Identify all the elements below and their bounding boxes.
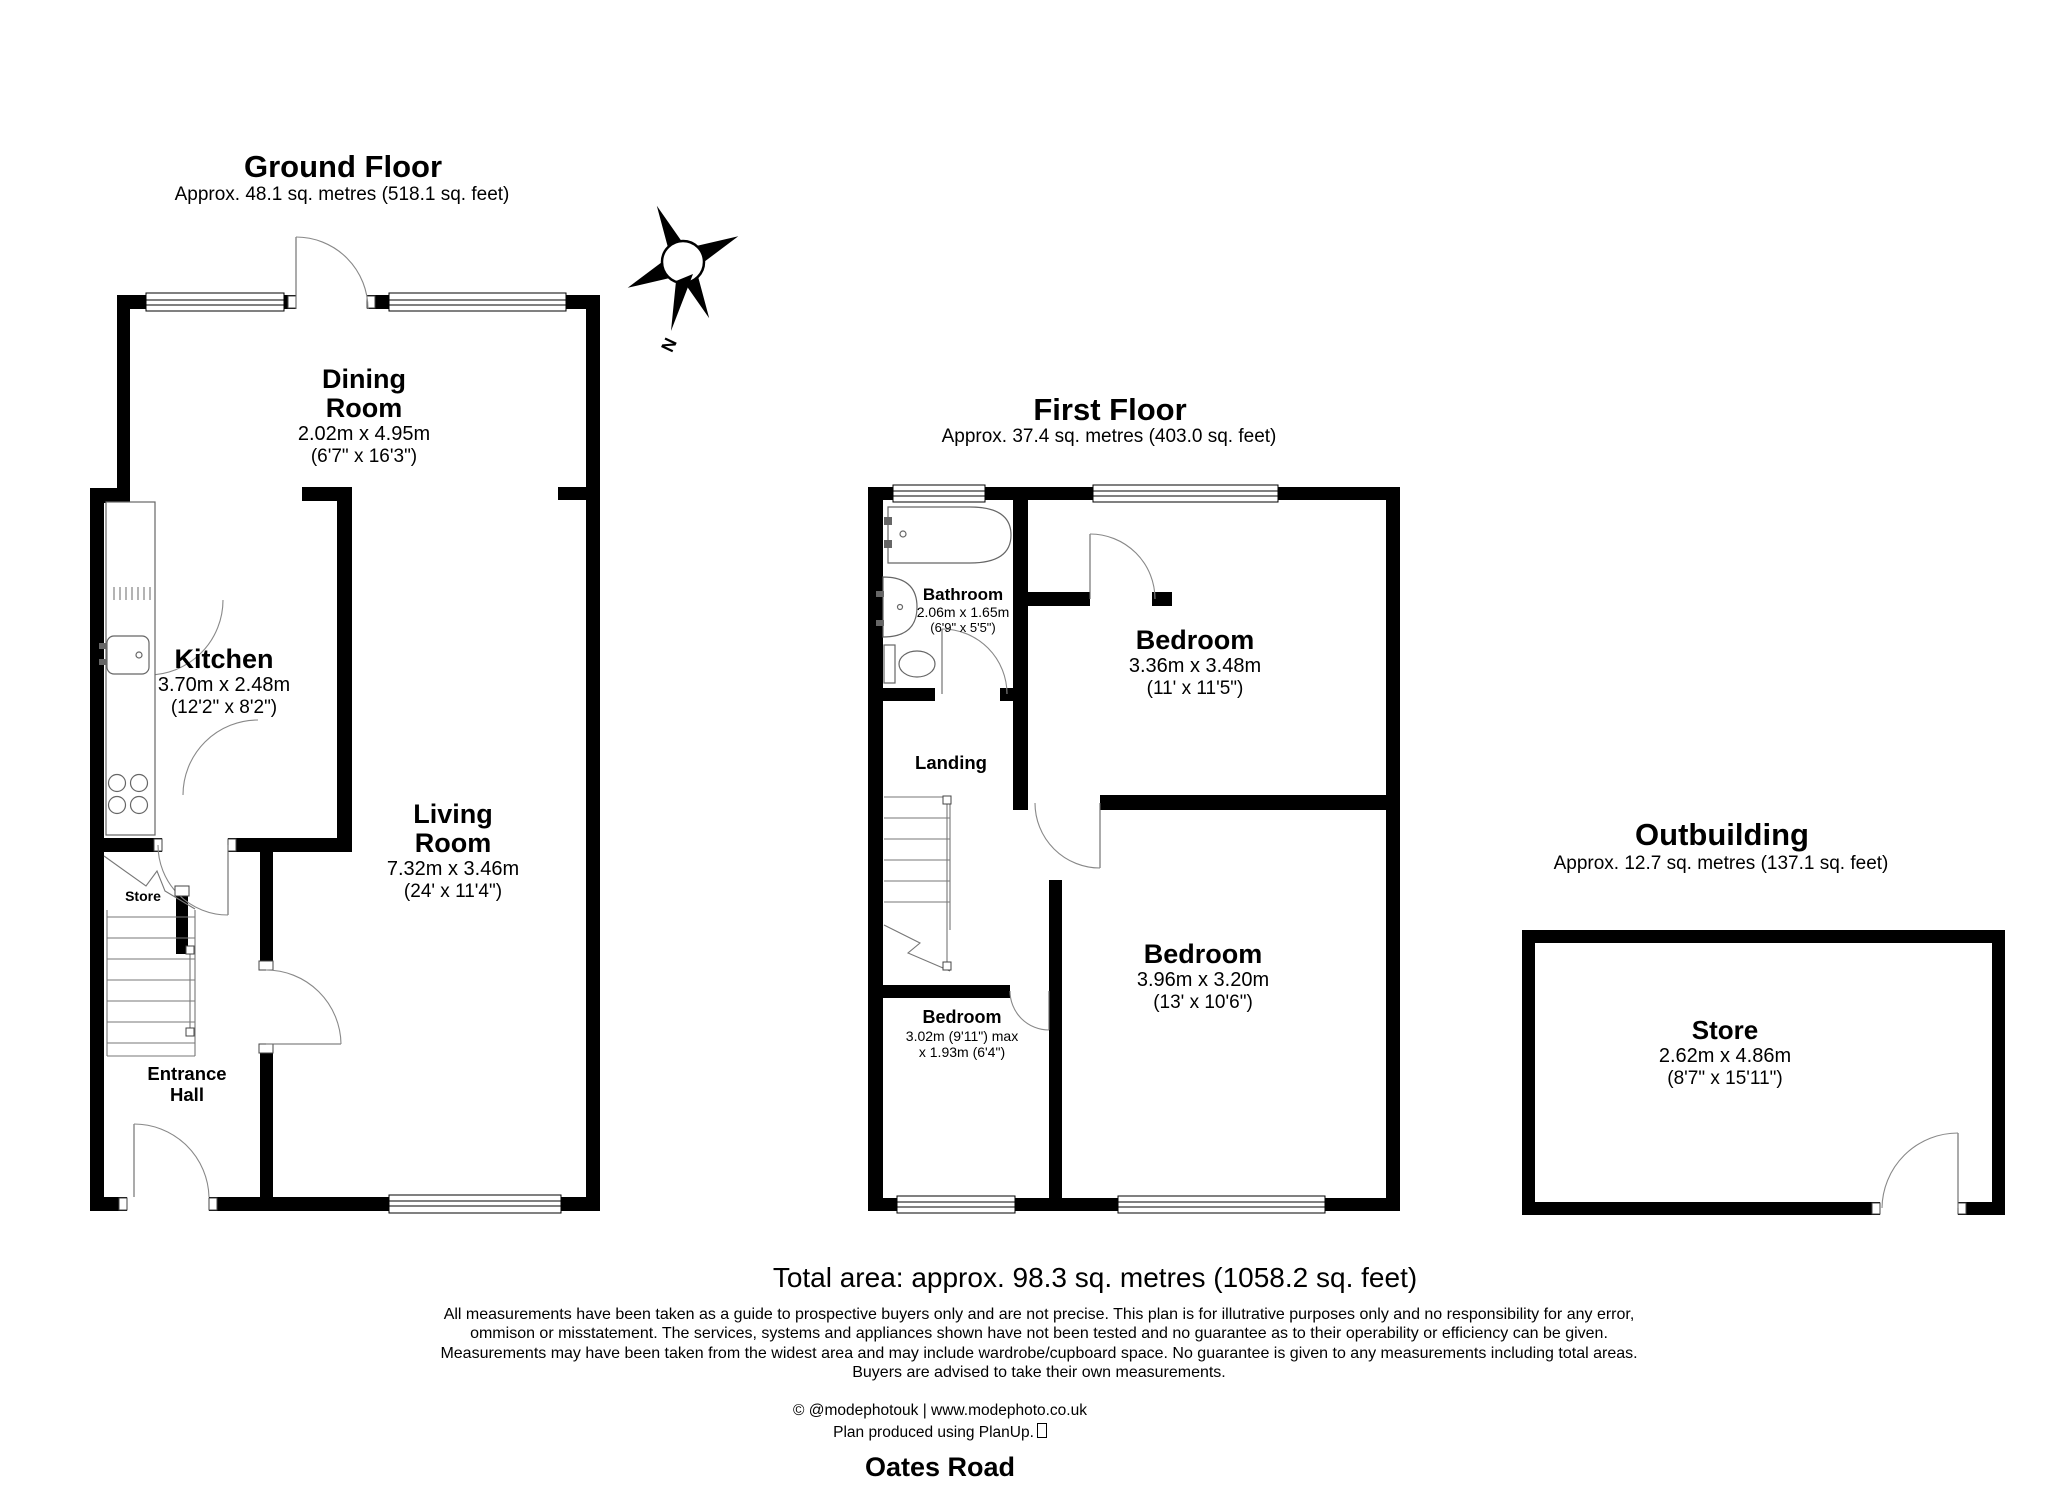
disclaimer-line: Measurements may have been taken from the widest area and may include wardrobe/cupboard space. No guarantee is given to any measurements including total areas.: [440, 1344, 1638, 1362]
room-name: Living: [413, 799, 493, 829]
ground-floor-subtitle: Approx. 48.1 sq. metres (518.1 sq. feet): [174, 184, 510, 205]
entrance-hall-label: [87, 1063, 287, 1105]
room-dimensions-metric: 7.32m x 3.46m: [386, 858, 520, 880]
room-dimensions-imperial: (8'7" x 15'11"): [1667, 1068, 1783, 1089]
room-name: Kitchen: [174, 644, 274, 674]
first-floor-title: First Floor: [1033, 392, 1187, 427]
room-name: Bathroom: [922, 585, 1004, 604]
outbuilding-subtitle: Approx. 12.7 sq. metres (137.1 sq. feet): [1553, 853, 1889, 874]
room-dimensions-imperial: (11' x 11'5"): [1146, 678, 1244, 699]
compass-icon: [602, 180, 765, 355]
bedroom2-label: [1053, 940, 1353, 1014]
room-name: Hall: [170, 1084, 204, 1105]
first-floor-stairs: [884, 796, 951, 971]
room-name: Room: [325, 393, 403, 423]
room-name: Bedroom: [1143, 939, 1263, 969]
room-dimensions-metric: 2.06m x 1.65m: [916, 604, 1010, 620]
room-dimensions-imperial: (6'7" x 16'3"): [310, 446, 418, 467]
room-dimensions-imperial: x 1.93m (6'4"): [918, 1044, 1006, 1060]
disclaimer-line: All measurements have been taken as a guide to prospective buyers only and are not precise. This plan is for illutrative purposes only and no responsibility for any error,: [443, 1306, 1635, 1323]
room-dimensions-metric: 2.62m x 4.86m: [1658, 1045, 1792, 1067]
first-floor-subtitle: Approx. 37.4 sq. metres (403.0 sq. feet): [941, 426, 1277, 447]
room-name: Bedroom: [1135, 625, 1255, 655]
credit-line: © @modephotouk | www.modephoto.co.uk: [793, 1402, 1087, 1419]
store-label-outbuilding: [1575, 1015, 1875, 1090]
outbuilding-title: Outbuilding: [1635, 817, 1809, 852]
room-dimensions-metric: 3.36m x 3.48m: [1128, 655, 1262, 677]
room-dimensions-imperial: (24' x 11'4"): [403, 881, 503, 902]
room-dimensions-metric: 2.02m x 4.95m: [297, 423, 431, 445]
address-title: Oates Road: [864, 1452, 1016, 1482]
store-label-ground: Store: [125, 888, 161, 904]
disclaimer-text: [339, 1305, 1739, 1382]
room-dimensions-metric: 3.96m x 3.20m: [1136, 969, 1270, 991]
bedroom1-label: [1045, 626, 1345, 700]
toilet-icon: [884, 645, 935, 683]
living-room-label: [328, 800, 578, 903]
room-name: Dining: [322, 364, 406, 394]
bedroom3-label: [862, 1007, 1062, 1060]
bathroom-label: [863, 585, 1063, 635]
disclaimer-line: ommison or misstatement. The services, systems and appliances shown have not been tested and no guarantee as to their operability or efficiency can be given.: [470, 1325, 1608, 1343]
room-name: Store: [1691, 1015, 1759, 1045]
landing-label: Landing: [915, 752, 987, 773]
kitchen-label: [99, 645, 349, 719]
produced-text: Plan produced using PlanUp.: [833, 1424, 1034, 1441]
ground-floor-title: Ground Floor: [243, 149, 443, 184]
room-dimensions-imperial: (13' x 10'6"): [1153, 992, 1253, 1013]
room-name: Entrance: [147, 1063, 227, 1084]
outbuilding-door: [1872, 1133, 1966, 1214]
compass-north-label: N: [657, 334, 681, 356]
dining-room-label: [239, 365, 489, 468]
room-name: Bedroom: [922, 1007, 1002, 1027]
produced-line: [640, 1422, 1240, 1444]
room-name: Room: [414, 828, 492, 858]
room-dimensions-metric: 3.70m x 2.48m: [157, 674, 291, 696]
missing-glyph-box: [1037, 1423, 1047, 1438]
bathtub-icon: [884, 507, 1011, 563]
room-dimensions-metric: 3.02m (9'11") max: [905, 1028, 1019, 1044]
disclaimer-line: Buyers are advised to take their own measurements.: [852, 1363, 1226, 1381]
room-dimensions-imperial: (12'2" x 8'2"): [170, 697, 278, 718]
total-area-text: Total area: approx. 98.3 sq. metres (1058.2 sq. feet): [772, 1262, 1418, 1293]
room-dimensions-imperial: (6'9" x 5'5"): [930, 620, 996, 635]
